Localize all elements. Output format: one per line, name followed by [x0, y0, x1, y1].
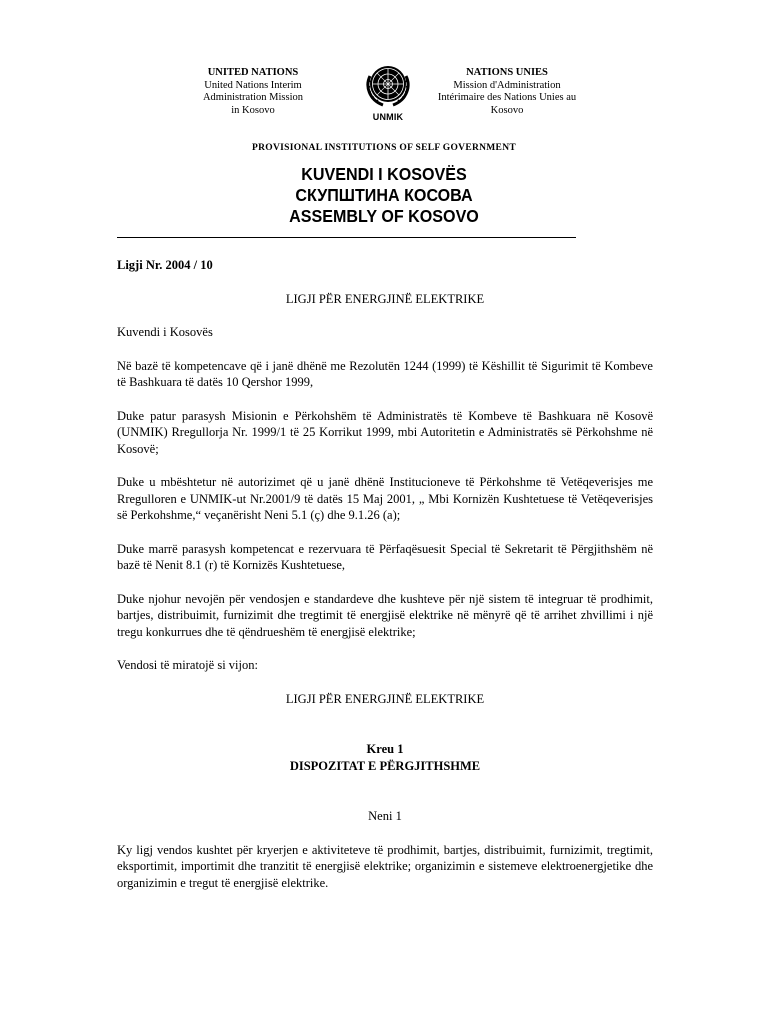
decides-line: Vendosi të miratojë si vijon: [117, 658, 258, 672]
un-title: UNITED NATIONS [207, 67, 299, 78]
nu-title: NATIONS UNIES [466, 67, 548, 78]
un-emblem-icon [361, 60, 415, 112]
law-number: Ligji Nr. 2004 / 10 [117, 258, 213, 272]
assembly-line-english: ASSEMBLY OF KOSOVO [289, 206, 479, 226]
article-number: Neni 1 [368, 809, 402, 823]
preamble-paragraph-2: Duke patur parasysh Misionin e Përkohshëm të Administratës të Kombeve të Bashkuara në Kosovë (UNMIK) Rregullorja Nr. 1999/1 të 25 Korrikut 1999, mbi Autoritetin e Administratës së Përkohshme në Kosovë; [117, 408, 653, 456]
assembly-name: Kuvendi i Kosovës [117, 325, 213, 339]
unmik-label: UNMIK [372, 112, 404, 122]
header-right-block [417, 67, 597, 117]
un-line-3: in Kosovo [231, 104, 275, 116]
chapter-title: DISPOZITAT E PËRGJITHSHME [289, 758, 481, 773]
un-line-1: United Nations Interim [204, 79, 302, 91]
chapter-number: Kreu 1 [366, 742, 404, 756]
unmik-logo [348, 60, 428, 130]
nu-line-3: Kosovo [490, 104, 524, 116]
header-left-block [163, 67, 343, 117]
preamble-paragraph-1: Në bazë të kompetencave që i janë dhënë me Rezolutën 1244 (1999) të Këshillit të Sigurimit të Kombeve të Bashkuara të datës 10 Qershor 1999, [117, 358, 653, 389]
preamble-paragraph-5: Duke njohur nevojën për vendosjen e standardeve dhe kushteve për një sistem të integruar të prodhimit, bartjes, distribuimit, furnizimit dhe tregtimit të energjisë elektrike në mënyrë që të arrihet zhvillimi i një tregu konkurrues dhe të qëndrueshëm të energjisë elektrike; [117, 591, 653, 639]
header-divider [117, 237, 576, 238]
preamble-paragraph-3: Duke u mbështetur në autorizimet që u janë dhënë Institucioneve të Përkohshme të Vetëqeverisjes me Rregulloren e UNMIK-ut Nr.2001/9 të datës 15 Maj 2001, „ Mbi Kornizën Kushtetuese të Vetëqeverisjes së Perkohshme,“ veçanërisht Neni 5.1 (ç) dhe 9.1.26 (a); [117, 475, 653, 522]
preamble-paragraph-4: Duke marrë parasysh kompetencat e rezervuara të Përfaqësuesit Special të Sekretarit të Përgjithshëm në bazë të Nenit 8.1 (r) të Kornizës Kushtetuese, [117, 541, 653, 572]
un-line-2: Administration Mission [202, 92, 304, 103]
nu-line-1: Mission d'Administration [453, 79, 561, 91]
article-1-text: Ky ligj vendos kushtet për kryerjen e aktiviteteve të prodhimit, bartjes, distribuimit, furnizimit, tregtimit, eksportimit, importimit dhe tranzitit të energjisë elektrike; organizimin e sistemeve elektroenergjetike dhe organizimin e tregut të energjisë elektrike. [117, 842, 653, 890]
assembly-line-albanian: KUVENDI I KOSOVËS [301, 164, 467, 184]
law-title-repeat: LIGJI PËR ENERGJINË ELEKTRIKE [285, 691, 485, 706]
institutions-heading: PROVISIONAL INSTITUTIONS OF SELF GOVERNMENT [252, 143, 516, 153]
assembly-heading [31, 164, 738, 227]
assembly-line-serbian: СКУПШТИНА КОСОВА [295, 185, 473, 205]
document-body [117, 257, 653, 908]
law-title: LIGJI PËR ENERGJINË ELEKTRIKE [285, 291, 485, 306]
nu-line-2: Intérimaire des Nations Unies au [437, 92, 577, 103]
